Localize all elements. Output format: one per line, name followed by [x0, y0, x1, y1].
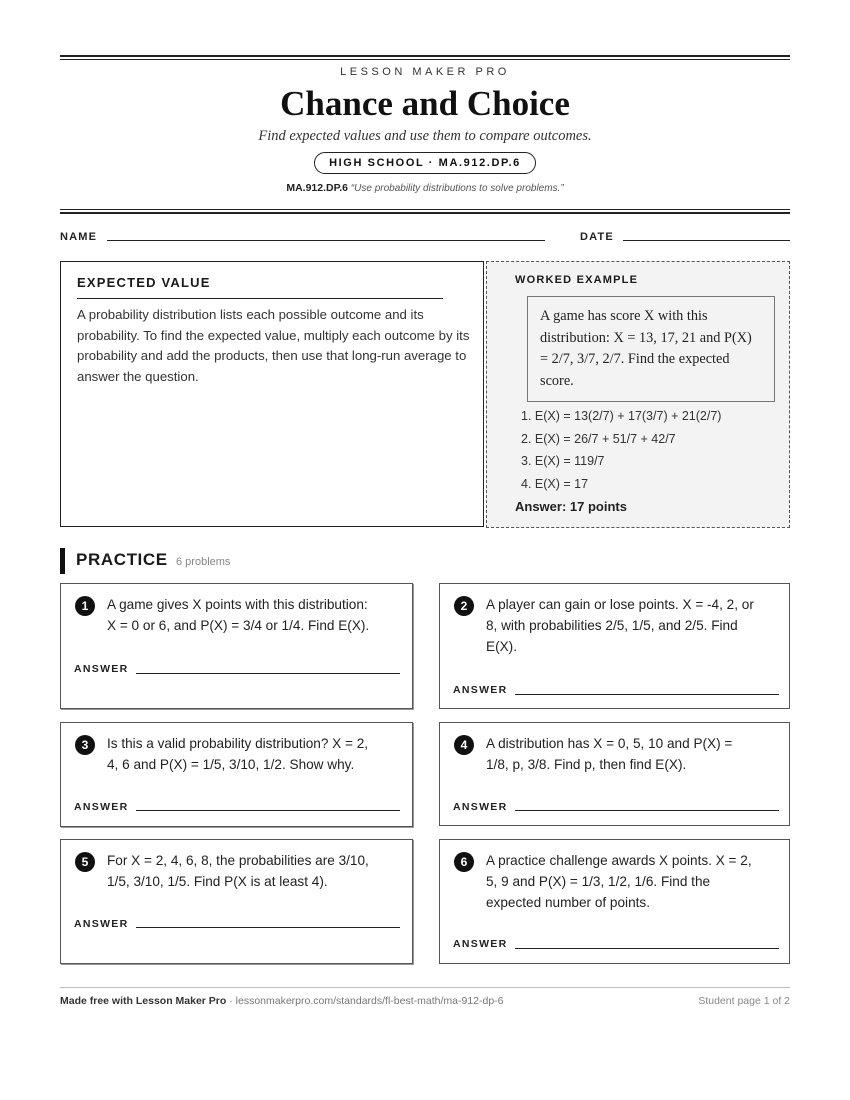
date-label: DATE [580, 231, 614, 243]
practice-accent-bar [60, 548, 65, 574]
problem-line: X = 0 or 6, and P(X) = 3/4 or 1/4. Find E(X). [107, 618, 370, 633]
problem-card-1 [60, 583, 413, 709]
header-rule [60, 59, 790, 60]
answer-label: ANSWER [453, 684, 508, 696]
problem-line: A practice challenge awards X points. X = 2, [486, 853, 752, 868]
worked-step: 1. E(X) = 13(2/7) + 17(3/7) + 21(2/7) [521, 409, 722, 423]
answer-label: ANSWER [74, 801, 129, 813]
header-rule [60, 212, 790, 214]
answer-field[interactable] [515, 694, 779, 695]
answer-label: ANSWER [453, 801, 508, 813]
worked-step: 4. E(X) = 17 [521, 476, 589, 491]
answer-label: ANSWER [74, 918, 129, 930]
problem-card-2 [439, 583, 790, 709]
practice-title: PRACTICE [76, 550, 168, 569]
worked-example-title: WORKED EXAMPLE [515, 274, 639, 286]
answer-field[interactable] [136, 927, 400, 928]
brand-name: LESSON MAKER PRO [340, 66, 510, 78]
footer-rule [60, 987, 790, 988]
concept-body: A probability distribution lists each possible outcome and its probability. To find the expected value, multiply each outcome by its probability and add the products, then use that long-run average to answer the question. [77, 307, 470, 384]
footer-url[interactable]: · lessonmakerpro.com/standards/fl-best-math/ma-912-dp-6 [226, 995, 504, 1007]
problem-line: 8, with probabilities 2/5, 1/5, and 2/5. Find [486, 618, 738, 633]
date-field[interactable] [623, 240, 790, 241]
practice-count: 6 problems [176, 556, 231, 568]
problem-text [107, 733, 368, 775]
worked-step: 2. E(X) = 26/7 + 51/7 + 42/7 [521, 431, 676, 446]
footer-page-number: Student page 1 of 2 [698, 995, 790, 1007]
problem-line: expected number of points. [486, 895, 650, 910]
problem-line: A game gives X points with this distribution: [107, 597, 368, 612]
footer-made-with: Made free with Lesson Maker Pro [60, 995, 227, 1007]
concept-box [60, 261, 484, 527]
name-field[interactable] [107, 240, 545, 241]
problem-number: 3 [75, 735, 95, 755]
problem-line: 5, 9 and P(X) = 1/3, 1/2, 1/6. Find the [486, 874, 711, 889]
standard-line [60, 182, 790, 194]
header-rule [60, 209, 790, 210]
answer-field[interactable] [136, 673, 400, 674]
answer-field[interactable] [136, 810, 400, 811]
problem-number: 5 [75, 852, 95, 872]
problem-text [486, 594, 754, 657]
worked-example-problem: A game has score X with this distribution: X = 13, 17, 21 and P(X) = 2/7, 3/7, 2/7. Find the expected score. [527, 296, 775, 402]
problem-line: Is this a valid probability distribution? X = 2, [107, 736, 369, 751]
page-subtitle: Find expected values and use them to compare outcomes. [258, 128, 592, 144]
problem-text [107, 594, 369, 636]
header-rule [60, 55, 790, 57]
grade-badge: HIGH SCHOOL · MA.912.DP.6 [314, 152, 536, 174]
answer-field[interactable] [515, 948, 779, 949]
problem-number: 4 [454, 735, 474, 755]
problem-line: 4, 6 and P(X) = 1/5, 3/10, 1/2. Show why. [107, 757, 355, 772]
footer-credit [60, 995, 504, 1007]
page-title: Chance and Choice [280, 84, 570, 123]
problem-text [486, 850, 752, 913]
problem-line: 1/8, p, 3/8. Find p, then find E(X). [486, 757, 687, 772]
name-label: NAME [60, 231, 98, 243]
problem-text [107, 850, 369, 892]
problem-line: A player can gain or lose points. X = -4, 2, or [486, 597, 754, 612]
problem-line: 1/5, 3/10, 1/5. Find P(X is at least 4). [107, 874, 328, 889]
standard-text: “Use probability distributions to solve problems.” [350, 183, 564, 194]
problem-number: 2 [454, 596, 474, 616]
answer-label: ANSWER [453, 938, 508, 950]
worked-example-steps [521, 407, 721, 497]
problem-card-4 [439, 722, 790, 826]
problem-card-6 [439, 839, 790, 964]
problem-line: For X = 2, 4, 6, 8, the probabilities are 3/10, [107, 853, 369, 868]
answer-label: ANSWER [74, 663, 129, 675]
concept-title: EXPECTED VALUE [77, 275, 211, 290]
problem-text [486, 733, 732, 775]
problem-line: E(X). [486, 639, 517, 654]
standard-code: MA.912.DP.6 [286, 182, 349, 194]
problem-card-3 [60, 722, 413, 827]
problem-number: 1 [75, 596, 95, 616]
answer-field[interactable] [515, 810, 779, 811]
problem-number: 6 [454, 852, 474, 872]
worked-example-answer: Answer: 17 points [515, 499, 627, 514]
worked-example-box [486, 261, 790, 528]
grade-badge-wrap [60, 152, 790, 174]
worked-step: 3. E(X) = 119/7 [521, 454, 605, 468]
worksheet-page [60, 0, 790, 1100]
problem-card-5 [60, 839, 413, 964]
problem-line: A distribution has X = 0, 5, 10 and P(X) = [486, 736, 733, 751]
concept-divider [77, 298, 443, 299]
